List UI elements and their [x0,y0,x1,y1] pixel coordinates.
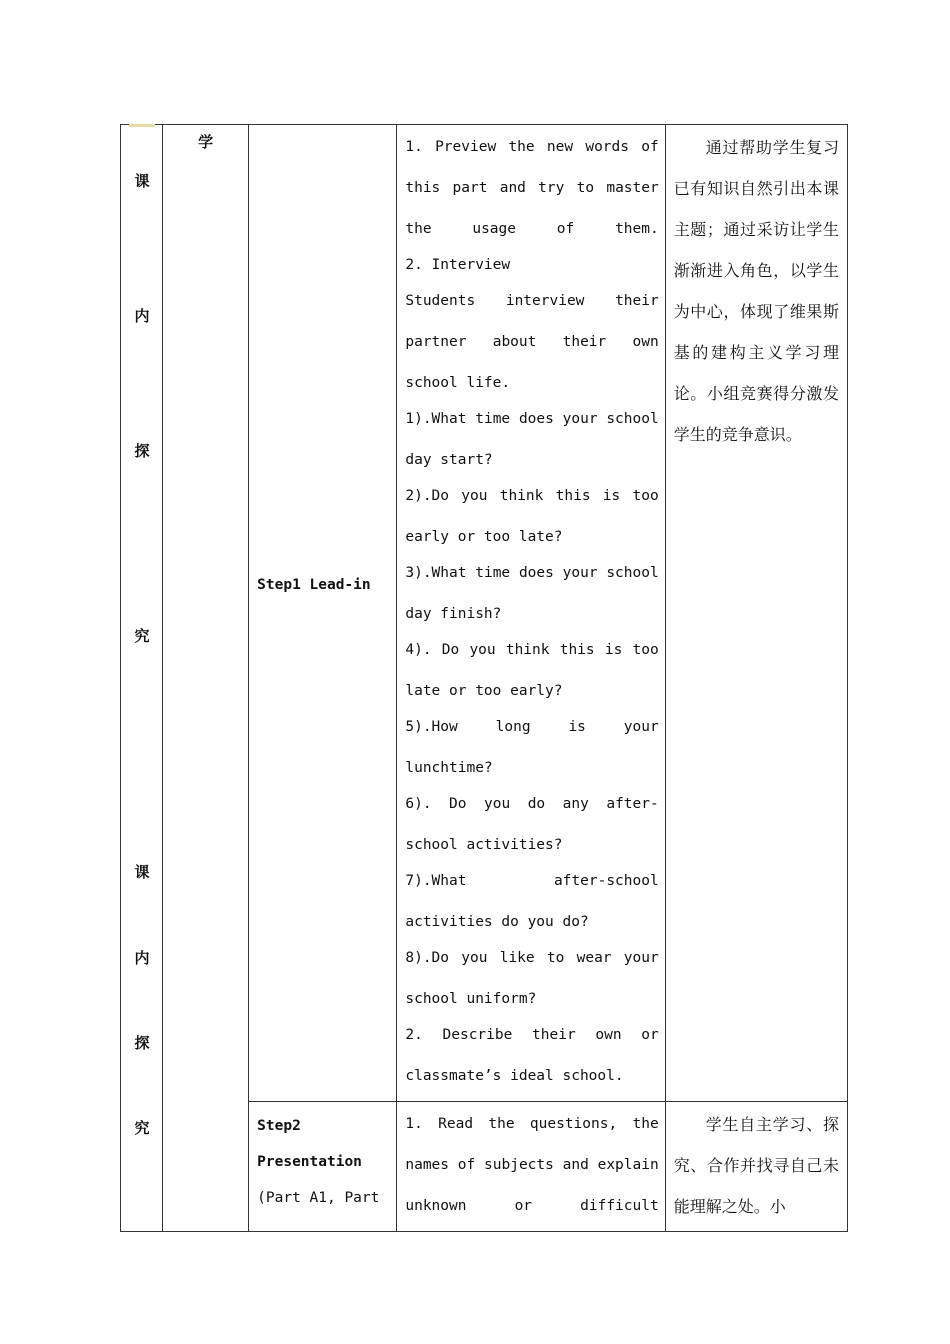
content-line: 7).What after-school activities do you do? [405,873,659,930]
table-row-step1 [121,125,848,1102]
content-line: 2).Do you think this is too early or too late? [405,488,659,545]
column2-header: 学 [198,133,214,151]
lesson-plan-table [120,124,848,1232]
side-char: 究 [134,627,150,645]
step1-content-cell [397,125,665,1102]
content-line: 8).Do you like to wear your school uniform? [405,950,659,1007]
step2-content-cell [397,1102,665,1232]
step2-note: 学生自主学习、探究、合作并找寻自己未能理解之处。小 [673,1115,839,1216]
step2-label-line: Step2 [257,1118,301,1134]
step2-label [249,1102,396,1216]
side-char: 究 [134,1119,150,1137]
content-line: 4). Do you think this is too late or too early? [405,642,659,699]
step2-content [397,1102,664,1231]
step1-label: Step1 Lead-in [257,577,371,593]
content-line: 1. Preview the new words of this part and try to master the usage of them. [405,139,659,237]
step1-note: 通过帮助学生复习已有知识自然引出本课主题；通过采访让学生渐渐进入角色，以学生为中心，体现了维果斯基的建构主义学习理论。小组竞赛得分激发学生的竞争意识。 [673,138,839,444]
side-char: 内 [134,307,150,325]
content-line: 2. Describe their own or classmate’s ideal school. [405,1027,659,1084]
side-char: 课 [134,863,150,881]
content-line: 2. Interview [405,257,511,273]
side-char: 探 [134,1034,150,1052]
step2-label-cell [249,1102,397,1232]
content-line: 1. Read the questions, the names of subjects and explain unknown or difficult [405,1116,659,1214]
content-line: 3).What time does your school day finish? [405,565,659,622]
step1-content [397,125,664,1101]
content-line: 1).What time does your school day start? [405,411,659,468]
step2-note-cell [665,1102,847,1232]
step1-note-cell [665,125,847,1102]
column2-cell [163,125,249,1232]
content-line: Students interview their partner about their own school life. [405,293,659,391]
side-char: 课 [134,172,150,190]
content-line: 6). Do you do any after-school activities? [405,796,659,853]
content-line: 5).How long is your lunchtime? [405,719,659,776]
side-char: 内 [134,949,150,967]
side-char: 探 [134,442,150,460]
step1-label-cell [249,125,397,1102]
side-column [121,125,163,1232]
highlight-mark [129,124,155,127]
step2-label-line: (Part A1, Part [257,1190,380,1206]
step2-label-line: Presentation [257,1154,362,1170]
